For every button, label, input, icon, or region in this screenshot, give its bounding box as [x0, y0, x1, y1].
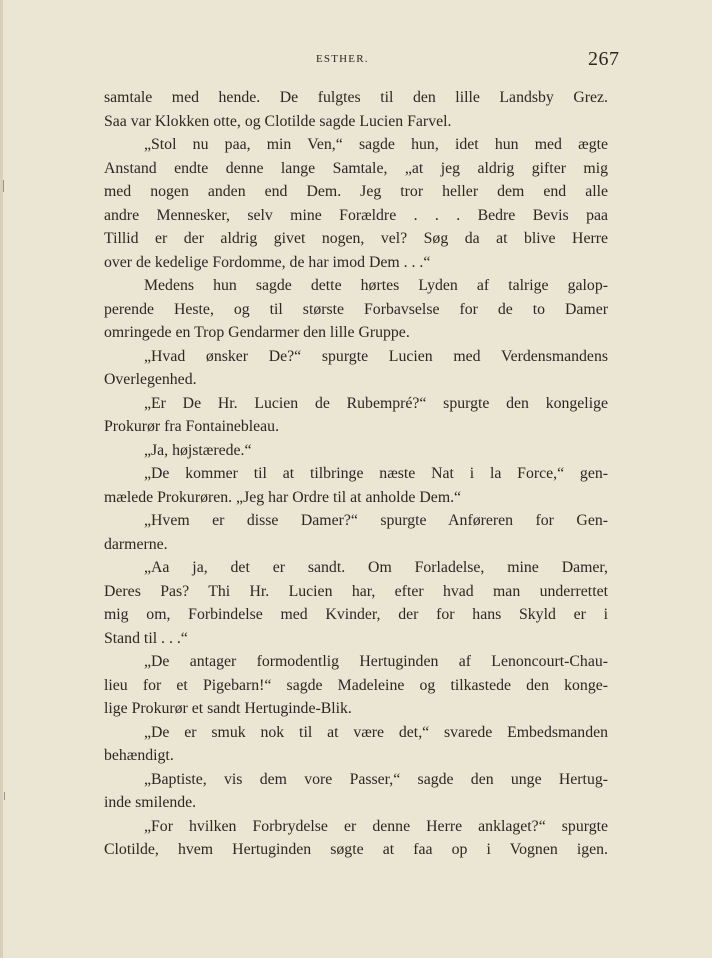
text-line-12: „Hvad ønsker De?“ spurgte Lucien med Verdensmandens — [144, 347, 608, 365]
text-line-13: Overlegenhed. — [104, 371, 197, 388]
scan-edge-shadow — [0, 0, 3, 958]
text-line-17: „De kommer til at tilbringe næste Nat i la Force,“ gen- — [144, 465, 608, 482]
text-line-6: andre Mennesker, selv mine Forældre . . . Bedre Bevis paa — [104, 206, 608, 224]
text-line-7: Tillid er der aldrig givet nogen, vel? Søg da at blive Herre — [104, 230, 608, 247]
text-line-18: mælede Prokurøren. „Jeg har Ordre til at anholde Dem.“ — [104, 488, 462, 506]
text-line-16: „Ja, højstærede.“ — [144, 441, 252, 459]
text-line-4: Anstand endte denne lange Samtale, „at jeg aldrig gifter mig — [104, 159, 608, 177]
text-line-22: Deres Pas? Thi Hr. Lucien har, efter hvad man underrettet — [104, 582, 608, 600]
text-line-31: inde smilende. — [104, 794, 197, 811]
scan-mark — [3, 180, 4, 192]
text-line-24: Stand til . . .“ — [104, 629, 188, 647]
text-line-9: Medens hun sagde dette hørtes Lyden af talrige galop- — [144, 277, 608, 294]
running-head — [0, 50, 712, 70]
text-line-11: omringede en Trop Gendarmer den lille Gruppe. — [104, 324, 410, 341]
text-line-29: behændigt. — [104, 747, 174, 764]
text-line-21: „Aa ja, det er sandt. Om Forladelse, mine Damer, — [144, 559, 608, 576]
text-line-32: „For hvilken Forbrydelse er denne Herre anklaget?“ spurgte — [144, 817, 608, 835]
running-title: ESTHER. — [316, 53, 369, 65]
text-line-5: med nogen anden end Dem. Jeg tror heller dem end alle — [104, 183, 608, 200]
text-line-23: mig om, Forbindelse med Kvinder, der for hans Skyld er i — [104, 606, 608, 623]
text-line-25: „De antager formodentlig Hertuginden af Lenoncourt-Chau- — [144, 653, 608, 670]
text-line-14: „Er De Hr. Lucien de Rubempré?“ spurgte den kongelige — [144, 394, 608, 412]
text-line-30: „Baptiste, vis dem vore Passer,“ sagde den unge Hertug- — [144, 770, 608, 788]
page-number: 267 — [588, 48, 620, 70]
body-text — [104, 86, 608, 862]
scan-mark — [4, 792, 5, 800]
text-line-20: darmerne. — [104, 535, 168, 553]
text-line-26: lieu for et Pigebarn!“ sagde Madeleine og tilkastede den konge- — [104, 676, 608, 694]
text-line-2: Saa var Klokken otte, og Clotilde sagde Lucien Farvel. — [104, 112, 452, 130]
text-line-10: perende Heste, og til største Forbavselse for de to Damer — [104, 300, 608, 318]
text-line-19: „Hvem er disse Damer?“ spurgte Anføreren for Gen- — [144, 512, 608, 529]
text-line-27: lige Prokurør et sandt Hertuginde-Blik. — [104, 700, 352, 717]
text-line-15: Prokurør fra Fontainebleau. — [104, 418, 280, 435]
text-line-28: „De er smuk nok til at være det,“ svarede Embedsmanden — [144, 723, 608, 741]
text-line-1: samtale med hende. De fulgtes til den lille Landsby Grez. — [104, 89, 608, 106]
text-line-8: over de kedelige Fordomme, de har imod Dem . . .“ — [104, 253, 431, 271]
text-line-3: „Stol nu paa, min Ven,“ sagde hun, idet hun med ægte — [144, 136, 608, 153]
text-line-33: Clotilde, hvem Hertuginden søgte at faa op i Vognen igen. — [104, 841, 608, 858]
